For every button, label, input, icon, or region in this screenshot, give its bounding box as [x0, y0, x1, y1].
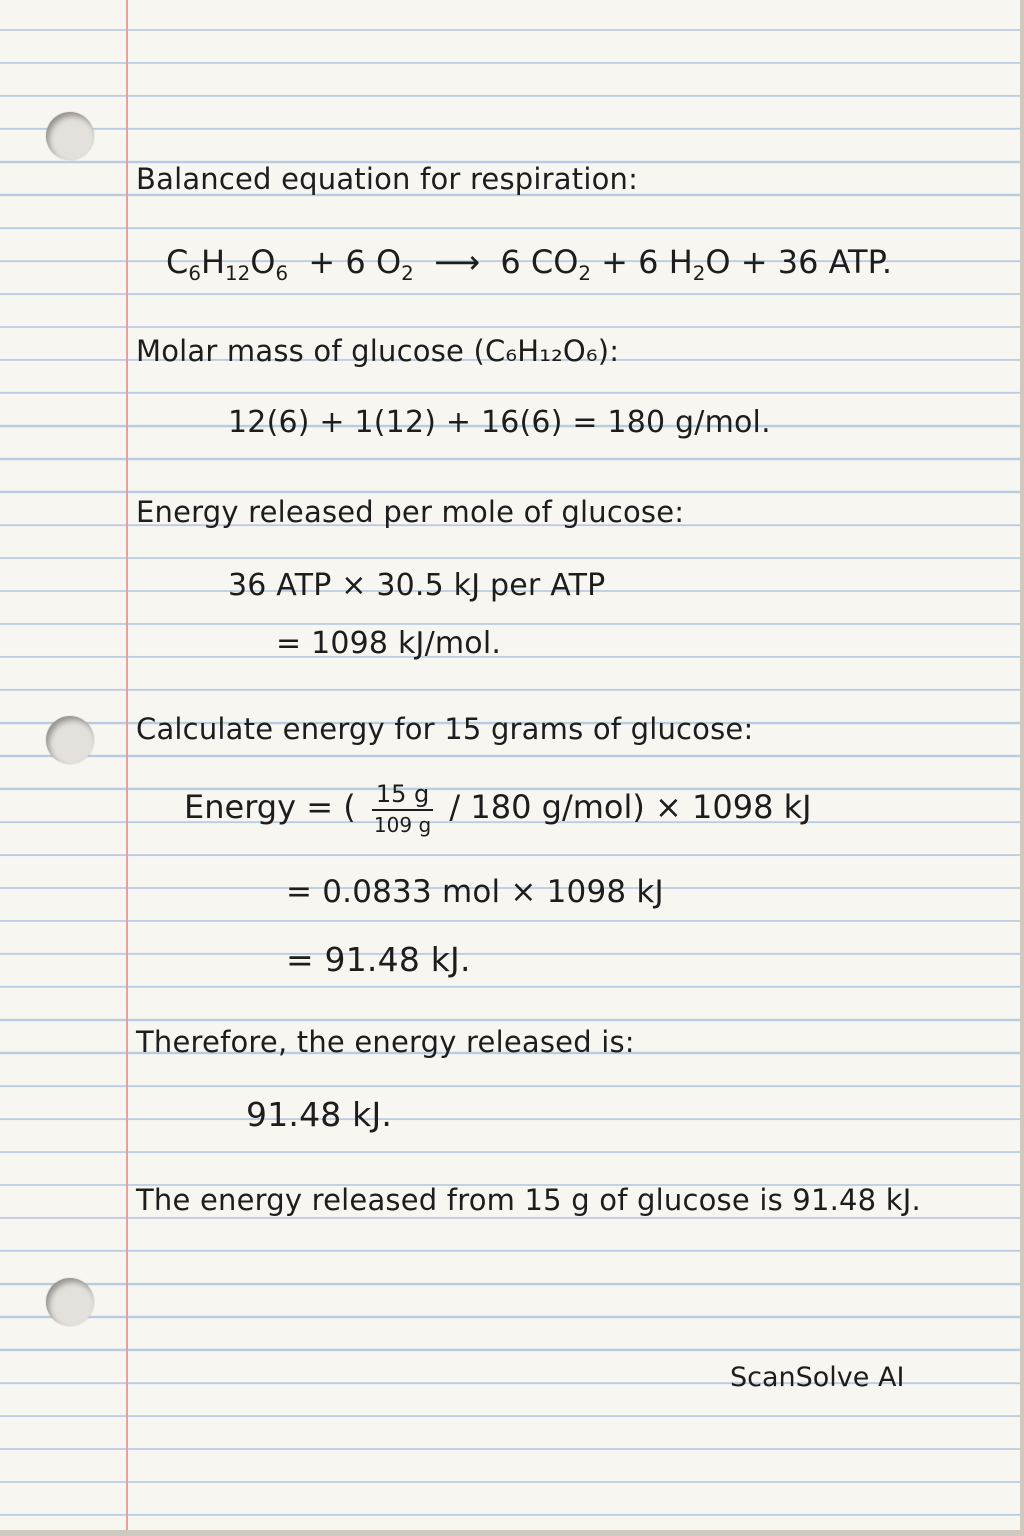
- co2-subscript: 2: [578, 261, 591, 285]
- oxygen-subscript: 2: [401, 261, 414, 285]
- molar-mass-heading: Molar mass of glucose (C₆H₁₂O₆):: [136, 334, 620, 368]
- calculation-step-2: = 91.48 kJ.: [286, 940, 471, 979]
- atp-result: = 1098 kJ/mol.: [276, 626, 502, 661]
- glucose-carbon-count: 6: [188, 261, 201, 285]
- brand-watermark: ScanSolve AI: [730, 1362, 905, 1393]
- calculate-heading: Calculate energy for 15 grams of glucose:: [136, 712, 754, 746]
- mass-fraction: [372, 782, 433, 836]
- oxygen-term: + 6 O: [308, 243, 402, 281]
- energy-per-mole-heading: Energy released per mole of glucose:: [136, 495, 685, 529]
- glucose-oxygen: O: [250, 243, 276, 281]
- punch-hole-bottom: [46, 1278, 94, 1326]
- carbon-dioxide-term: 6 CO: [500, 243, 579, 281]
- therefore-heading: Therefore, the energy released is:: [136, 1025, 635, 1059]
- glucose-carbon: C: [166, 243, 189, 281]
- reaction-arrow: ⟶: [434, 243, 480, 281]
- calculation-step-1: = 0.0833 mol × 1098 kJ: [286, 874, 664, 910]
- energy-formula-lhs: Energy = (: [184, 788, 356, 827]
- glucose-hydrogen-count: 12: [225, 261, 251, 285]
- final-answer: 91.48 kJ.: [246, 1095, 393, 1134]
- punch-hole-top: [46, 112, 94, 160]
- punch-hole-middle: [46, 716, 94, 764]
- glucose-oxygen-count: 6: [275, 261, 289, 285]
- margin-line: [126, 0, 128, 1530]
- energy-formula: [184, 782, 812, 836]
- water-term: + 6 H: [601, 243, 693, 281]
- fraction-numerator: 15 g: [372, 782, 433, 811]
- fraction-denominator: 109 g: [373, 813, 432, 838]
- atp-term: O + 36 ATP.: [705, 243, 893, 281]
- conclusion: The energy released from 15 g of glucose is 91.48 kJ.: [136, 1183, 921, 1217]
- respiration-heading: Balanced equation for respiration:: [136, 162, 639, 196]
- glucose-hydrogen: H: [200, 243, 226, 281]
- molar-mass-calculation: 12(6) + 1(12) + 16(6) = 180 g/mol.: [228, 405, 771, 440]
- water-subscript: 2: [692, 261, 706, 285]
- atp-calculation: 36 ATP × 30.5 kJ per ATP: [228, 568, 606, 603]
- energy-formula-rhs: / 180 g/mol) × 1098 kJ: [449, 788, 812, 827]
- respiration-equation: [166, 243, 892, 285]
